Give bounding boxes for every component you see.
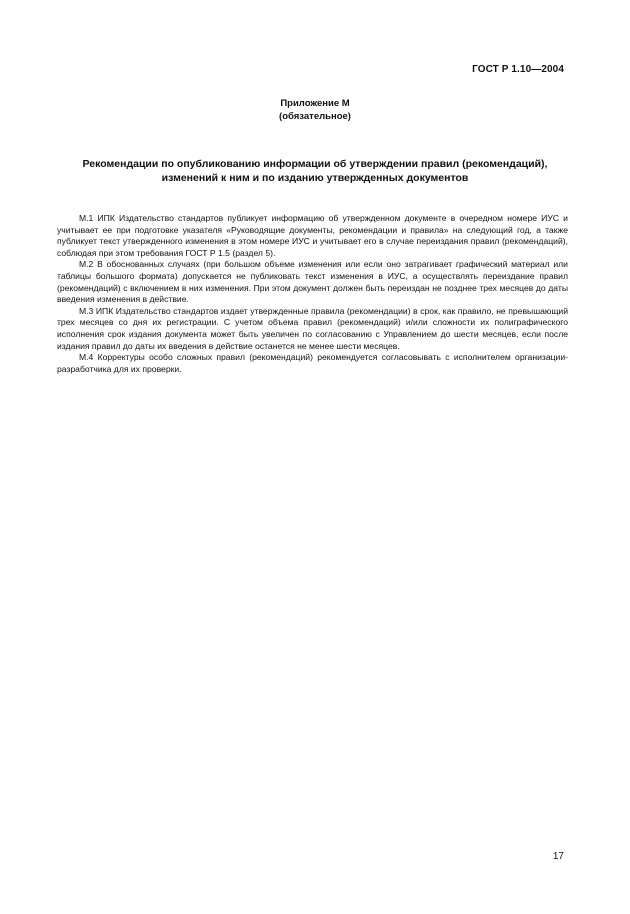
page-number: 17 (552, 851, 564, 862)
clause-m3: М.3 ИПК Издательство стандартов издает утвержденные правила (рекомендации) в срок, как правило, не превышающий трех месяцев со дня их регистрации. С учетом объема правил (рекомендаций) и/или сложности их полиграфического исполнения срок издания документа может быть увеличен по согласованию с Управлением до шести месяцев, если после издания правил до даты их введения в действие останется не менее шести месяцев. (57, 305, 568, 351)
annex-title-line-2: изменений к ним и по изданию утвержденных документов (161, 172, 469, 184)
annex-body (57, 213, 568, 375)
annex-heading (0, 97, 630, 123)
annex-title (54, 157, 576, 185)
annex-label: Приложение М (280, 98, 350, 109)
annex-title-line-1: Рекомендации по опубликованию информации об утверждении правил (рекомендаций), (82, 158, 548, 170)
annex-status: (обязательное) (279, 111, 351, 122)
clause-m2: М.2 В обоснованных случаях (при большом объеме изменения или если оно затрагивает графический материал или таблицы большого формата) допускается не публиковать текст изменения в ИУС, а осуществлять переиздание правил (рекомендаций) с включением в них изменения. При этом документ должен быть переиздан не позднее трех месяцев до даты введения изменения в действие. (57, 259, 568, 305)
clause-m1: М.1 ИПК Издательство стандартов публикует информацию об утвержденном документе в очередном номере ИУС и учитывает ее при подготовке указателя «Руководящие документы, рекомендации и правила» на следующий год, а также публикует текст утвержденного изменения в этом номере ИУС и учитывает его в случае переиздания правил (рекомендаций), соблюдая при этом требования ГОСТ Р 1.5 (раздел 5). (57, 213, 568, 258)
clause-m4: М.4 Корректуры особо сложных правил (рекомендаций) рекомендуется согласовывать с исполнителем организации-разработчика для их проверки. (57, 352, 568, 374)
document-code: ГОСТ Р 1.10—2004 (472, 64, 564, 75)
